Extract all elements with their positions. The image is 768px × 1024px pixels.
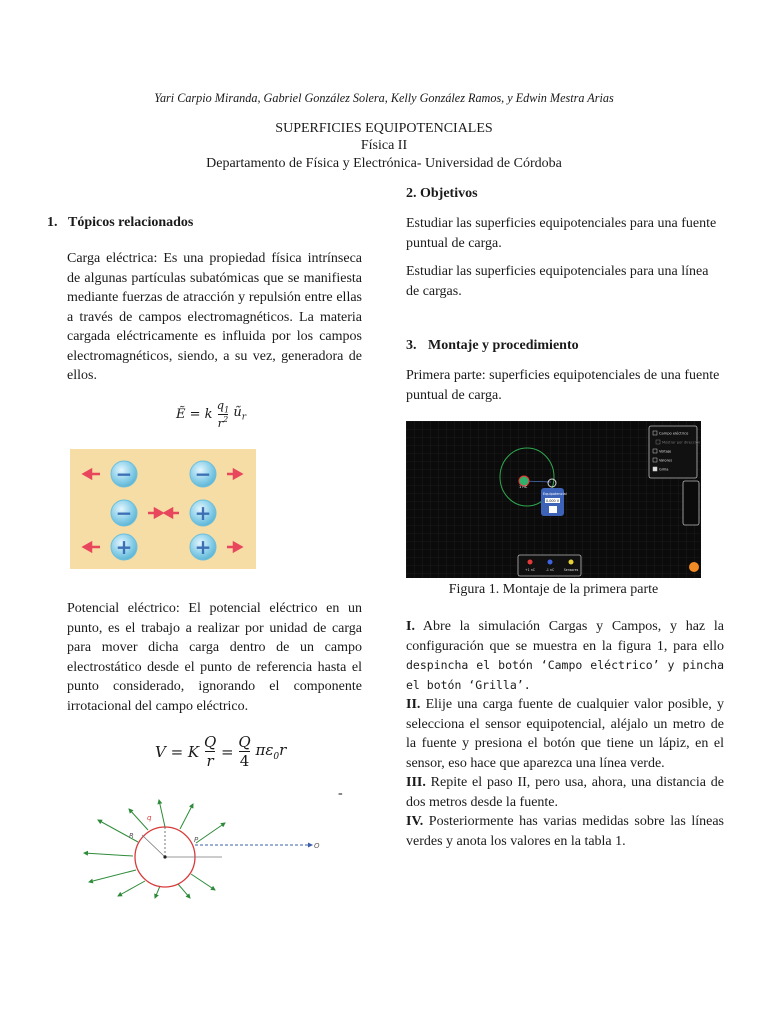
- positive-charge-token[interactable]: [528, 560, 533, 565]
- plus-sign: +: [194, 535, 212, 559]
- sim-charge-value: 1 nC: [519, 485, 528, 489]
- formula2-eq: =: [221, 742, 234, 761]
- electric-field-formula: [176, 398, 246, 430]
- formula1-rhs: ũ: [233, 405, 242, 421]
- minus-sign: −: [194, 462, 212, 486]
- label-r: R: [129, 832, 134, 840]
- dash-mark: -: [338, 786, 343, 801]
- formula2-frac2-num: Q: [238, 733, 251, 751]
- formula2-frac1: [204, 733, 216, 770]
- minus-sign: −: [115, 501, 133, 525]
- option-campo: Campo eléctrico: [659, 431, 689, 436]
- step-2: [406, 695, 724, 773]
- formula2-tail: πε: [255, 741, 274, 759]
- radius-r-line: [142, 835, 165, 857]
- step-4-text: Posteriormente has varias medidas sobre las líneas verdes y anota los valores en la tabla 1.: [406, 814, 724, 849]
- formula1-den-sup: 2: [223, 415, 229, 425]
- step-1-text: Abre la simulación Cargas y Campos, y haz la configuración que se muestra en la figura 1, para ello: [406, 619, 724, 654]
- label-o: O: [314, 842, 320, 850]
- tray-sensors: Sensores: [563, 568, 579, 572]
- step-2-label: II.: [406, 697, 421, 712]
- department: Departamento de Física y Electrónica- Universidad de Córdoba: [206, 156, 562, 171]
- carga-paragraph: Carga eléctrica: Es una propiedad física intrínseca de algunas partículas subatómicas que se manifiesta mediante fuerzas de atracción y repulsión entre ellas a través de campos electromagnéticos. La materia cargada eléctricamente es influida por los campos electromagnéticos, siendo, a su vez, generadora de ellos.: [67, 251, 362, 383]
- potencial-paragraph: Potencial eléctrico: El potencial eléctrico en un punto, es el trabajo a realizar por unidad de carga para mover dicha carga dentro de un campo electrostático desde el punto de referencia hasta el punto considerado, ignorando el componente irrotacional del campo eléctrico.: [67, 601, 362, 714]
- formula2-frac2: [238, 733, 250, 770]
- option-direccion: Mostrar por dirección: [662, 440, 701, 445]
- section1-heading: Tópicos relacionados: [68, 215, 194, 230]
- step-2-text: Elije una carga fuente de cualquier valor posible, y selecciona el sensor equipotencial, aléjalo un metro de la fuente y presiona el botón que tiene un lápiz, en el sensor, eso hace que aparezca una línea verde.: [406, 697, 724, 771]
- formula2-frac1-den: r: [206, 752, 214, 770]
- formula2-tail-sub: 0: [273, 752, 280, 762]
- minus-sign: −: [115, 462, 133, 486]
- authors: Yari Carpio Miranda, Gabriel González Solera, Kelly González Ramos, y Edwin Mestra Arias: [154, 91, 614, 105]
- potential-formula: [155, 733, 286, 770]
- reset-button[interactable]: [689, 562, 699, 572]
- tray-positive: +1 nC: [525, 568, 535, 572]
- plus-sign: +: [115, 535, 133, 559]
- formula2-frac2-den: 4: [239, 752, 250, 770]
- charges-interaction-figure: [70, 449, 256, 569]
- pencil-button[interactable]: [549, 506, 557, 513]
- sensor-label: Equipotencial: [543, 492, 567, 496]
- section2-heading: 2. Objetivos: [406, 186, 478, 201]
- charge-point: [163, 855, 166, 858]
- formula1-num: q: [216, 398, 225, 412]
- objective-1: Estudiar las superficies equipotenciales para una fuente puntual de carga.: [406, 216, 717, 251]
- step-4: [406, 812, 724, 851]
- figure-caption: Figura 1. Montaje de la primera parte: [448, 582, 659, 597]
- checkbox-grilla[interactable]: [653, 467, 657, 471]
- objective-2: Estudiar las superficies equipotenciales para una línea de cargas.: [406, 264, 709, 299]
- sensor-value: 0.000 V: [546, 499, 560, 503]
- document-title: SUPERFICIES EQUIPOTENCIALES: [275, 121, 493, 136]
- formula1-rhs-sub: r: [241, 412, 247, 423]
- option-grilla: Grilla: [659, 467, 669, 472]
- side-panel: [683, 481, 699, 525]
- tray-negative: -1 nC: [545, 568, 555, 572]
- radial-field-lines: [84, 800, 225, 898]
- formula1-den: r: [217, 416, 224, 431]
- formula1-num-sub: 1: [224, 405, 230, 415]
- negative-charge-token[interactable]: [548, 560, 553, 565]
- charges-tray: [518, 555, 581, 576]
- simulation-screenshot: [406, 421, 701, 578]
- formula1-lhs: Ẽ = k: [176, 406, 213, 422]
- document-subtitle: Física II: [360, 138, 408, 153]
- step-3: [406, 773, 724, 812]
- step-3-text: Repite el paso II, pero usa, ahora, una distancia de dos metros desde la fuente.: [406, 775, 724, 810]
- sensor-token[interactable]: [569, 560, 574, 565]
- formula2-frac1-num: Q: [203, 733, 217, 751]
- section3-number: 3.: [406, 338, 417, 353]
- step-1-mono: despincha el botón ‘Campo eléctrico’ y pincha el botón ‘Grilla’.: [406, 658, 724, 692]
- step-1: [406, 617, 724, 695]
- step-4-label: IV.: [406, 814, 424, 829]
- label-q: q: [147, 814, 152, 822]
- option-voltaje: Voltaje: [659, 449, 672, 454]
- figure-background: [70, 449, 256, 569]
- option-valores: Valores: [659, 458, 673, 463]
- formula1-fraction: [217, 398, 230, 430]
- label-p: P: [194, 836, 199, 844]
- formula2-tail-end: r: [279, 741, 287, 759]
- procedure-steps: [406, 617, 724, 851]
- plus-sign: +: [194, 501, 212, 525]
- section3-heading: Montaje y procedimiento: [428, 338, 579, 353]
- formula2-v: V = K: [155, 742, 200, 761]
- part1-intro: Primera parte: superficies equipotenciales de una fuente puntual de carga.: [406, 368, 720, 403]
- section1-number: 1.: [47, 215, 58, 230]
- step-3-label: III.: [406, 775, 426, 790]
- step-1-label: I.: [406, 619, 415, 634]
- field-lines-figure: [62, 798, 332, 900]
